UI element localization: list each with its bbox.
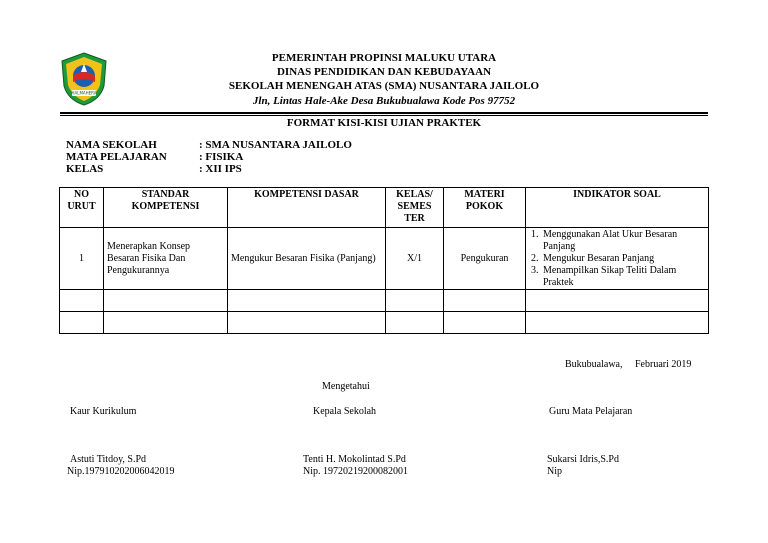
cell-materi: Pengukuran — [444, 228, 526, 290]
info-value: : SMA NUSANTARA JAILOLO — [199, 139, 352, 151]
cell-kelas: X/1 — [386, 228, 444, 290]
header-address: Jln, Lintas Hale-Ake Desa Bukubualawa Kode Pos 97752 — [252, 95, 516, 107]
header-kompetensi-dasar: KOMPETENSI DASAR — [228, 188, 386, 228]
kaur-title: Kaur Kurikulum — [70, 406, 137, 417]
header-government: PEMERINTAH PROPINSI MALUKU UTARA — [271, 52, 497, 64]
table-row-empty — [60, 312, 709, 334]
header-no: NO URUT — [60, 188, 104, 228]
kepsek-name: Tenti H. Mokolintad S.Pd — [303, 454, 406, 465]
table-row-empty — [60, 290, 709, 312]
guru-nip: Nip — [547, 466, 562, 477]
list-item: 3. Menampilkan Sikap Teliti Dalam Praktek — [531, 264, 677, 288]
info-subject — [66, 151, 243, 163]
cell-indikator — [526, 228, 709, 290]
svg-text:HALMAHERA: HALMAHERA — [71, 90, 97, 96]
header-standar: STANDAR KOMPETENSI — [104, 188, 228, 228]
mengetahui-label: Mengetahui — [322, 381, 370, 392]
info-label: KELAS — [66, 163, 104, 175]
list-item: 2. Mengukur Besaran Panjang — [531, 252, 655, 264]
table-row — [60, 228, 709, 290]
kaur-nip: Nip.197910202006042019 — [67, 466, 175, 477]
info-school — [66, 139, 352, 151]
header-divider-thick — [60, 112, 708, 114]
guru-name: Sukarsi Idris,S.Pd — [547, 454, 619, 465]
table-header-row — [60, 188, 709, 228]
info-value: : XII IPS — [199, 163, 242, 175]
kepsek-title: Kepala Sekolah — [313, 406, 377, 417]
info-label: NAMA SEKOLAH — [66, 139, 157, 151]
document-title: FORMAT KISI-KISI UJIAN PRAKTEK — [286, 117, 482, 129]
header-department: DINAS PENDIDIKAN DAN KEBUDAYAAN — [276, 66, 492, 78]
cell-standar: Menerapkan Konsep Besaran Fisika Dan Pengukurannya — [104, 228, 228, 290]
info-label: MATA PELAJARAN — [66, 151, 167, 163]
kaur-name: Astuti Titdoy, S.Pd — [70, 454, 147, 465]
place-date: Bukubualawa, Februari 2019 — [565, 359, 692, 370]
header-divider-thin — [60, 115, 708, 116]
header-materi: MATERI POKOK — [444, 188, 526, 228]
cell-kompetensi-dasar: Mengukur Besaran Fisika (Panjang) — [228, 228, 386, 290]
header-indikator: INDIKATOR SOAL — [526, 188, 709, 228]
header-kelas: KELAS/ SEMES TER — [386, 188, 444, 228]
kepsek-nip: Nip. 19720219200082001 — [303, 466, 408, 477]
indikator-list — [529, 229, 705, 289]
header-school: SEKOLAH MENENGAH ATAS (SMA) NUSANTARA JAILOLO — [228, 80, 540, 92]
cell-no: 1 — [60, 228, 104, 290]
info-value: : FISIKA — [199, 151, 244, 163]
guru-title: Guru Mata Pelajaran — [549, 406, 633, 417]
list-item: 1. Menggunakan Alat Ukur Besaran Panjang — [531, 228, 678, 252]
info-class — [66, 163, 242, 175]
kisi-kisi-table — [59, 187, 709, 334]
